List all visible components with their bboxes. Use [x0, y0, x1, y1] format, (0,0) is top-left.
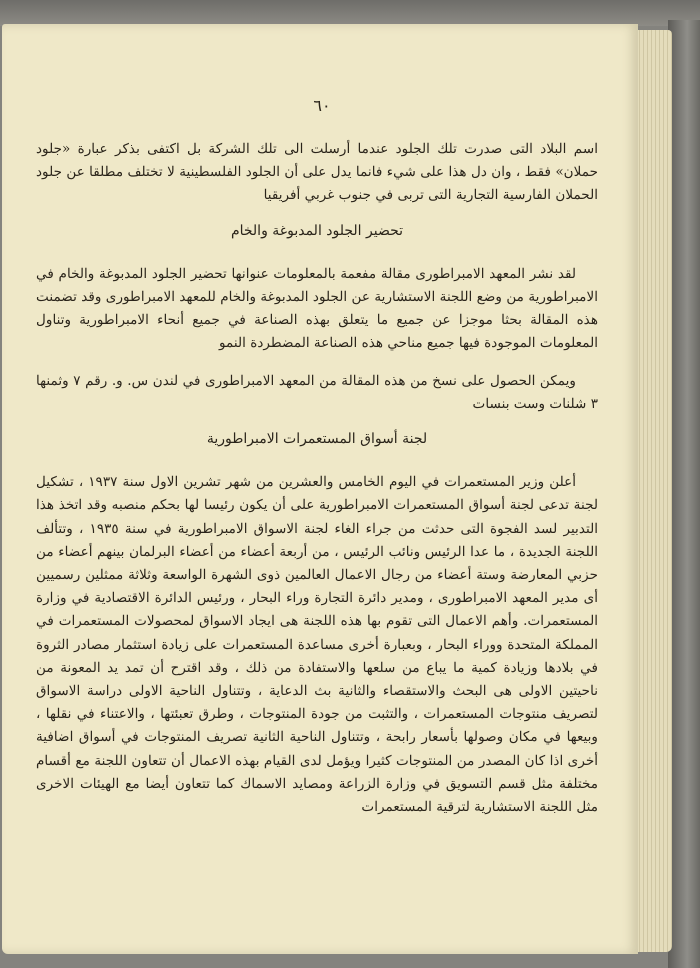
- section-heading-hides: تحضير الجلود المدبوغة والخام: [230, 222, 404, 239]
- hides-paragraph-2: ويمكن الحصول على نسخ من هذه المقالة من المعهد الامبراطورى في لندن س. و. رقم ٧ وثمنها ٣ شلنات وست بنسات: [36, 372, 598, 412]
- page-stack-edge: [632, 30, 672, 952]
- book-top-edge: [0, 0, 700, 26]
- intro-paragraph: اسم البلاد التى صدرت تلك الجلود عندما أرسلت الى تلك الشركة بل اكتفى بذكر عبارة «جلود حملان» فقط ، وان دل هذا على شيء فانما يدل على أن الجلود الفلسطينية لا تختلف مطلقا عن جلود الحملان الفارسية التجارية التى تربى في جنوب غربي أفريقيا: [36, 141, 598, 204]
- hides-paragraph-1: لقد نشر المعهد الامبراطورى مقالة مفعمة بالمعلومات عنوانها تحضير الجلود المدبوغة والخام في الامبراطورية من وضع اللجنة الاستشارية عن الجلود المدبوغة والخام للمعهد الامبراطورى وقد تضمنت هذه المقالة بحثا موجزا عن جميع ما يتعلق بهذه الصناعة في جميع أنحاء الامبراطورية وتناول المعلومات الموجودة فيها جميع مناحي هذه الصناعة المضطردة النمو: [36, 265, 598, 352]
- page-content: [36, 94, 598, 819]
- section-heading-markets: لجنة أسواق المستعمرات الامبراطورية: [206, 431, 428, 448]
- book-page: [2, 24, 638, 954]
- book-cover-edge: [668, 20, 700, 968]
- markets-paragraph: أعلن وزير المستعمرات في اليوم الخامس والعشرين من شهر تشرين الاول سنة ١٩٣٧ ، تشكيل لجنة تدعى لجنة أسواق المستعمرات الامبراطورية على أن يكون رئيسا لها بحكم منصبه وقد اتخذ هذا التدبير لسد الفجوة التى حدثت من جراء الغاء لجنة الاسواق الامبراطورية في سنة ١٩٣٥ ، وتتألف اللجنة الجديدة ، ما عدا الرئيس ونائب الرئيس ، من أربعة أعضاء من أعضاء البرلمان بينهم أعضاء من حزبي المعارضة وستة أعضاء من رجال الاعمال العالمين ذوى الشهرة الواسعة وثلاثة ممثلين رسميين أى مدير المعهد الامبراطورى ، ومدير دائرة التجارة وراء البحار ، ورئيس الدائرة الاقتصادية في وزارة المستعمرات. وأهم الاعمال التى تقوم بها هذه اللجنة هى ايجاد الاسواق لمحصولات المستعمرات في المملكة المتحدة ووراء البحار ، وبعبارة أخرى مساعدة المستعمرات على زيادة استثمار مصادر الثروة في بلادها وزيادة كمية ما يباع من سلعها والاستفادة من ذلك ، وقد اقترح أن تمد يد المعونة من ناحيتين الاولى هى البحث والاستقصاء والثانية بث الدعاية ، وتتناول الناحية الاولى دراسة الاسواق لتصريف منتوجات المستعمرات ، والتثبت من جودة المنتوجات ، وطرق تعبئتها ، والاعتناء في نقلها ، وبيعها في مكان وصولها بأسعار رابحة ، وتتناول الناحية الثانية تصريف المنتوجات في أسواق اضافية أخرى اذا كان المصدر من المنتوجات كثيرا ويؤمل لدى القيام بهذه الاعمال أن تتعاون اللجنة مع أقسام مختلفة مثل قسم التسويق في وزارة الزراعة ومصايد الاسماك كما تتعاون أيضا مع الهيئات الاخرى مثل اللجنة الاستشارية لترقية المستعمرات: [36, 474, 598, 816]
- page-number: ٦٠: [313, 96, 331, 115]
